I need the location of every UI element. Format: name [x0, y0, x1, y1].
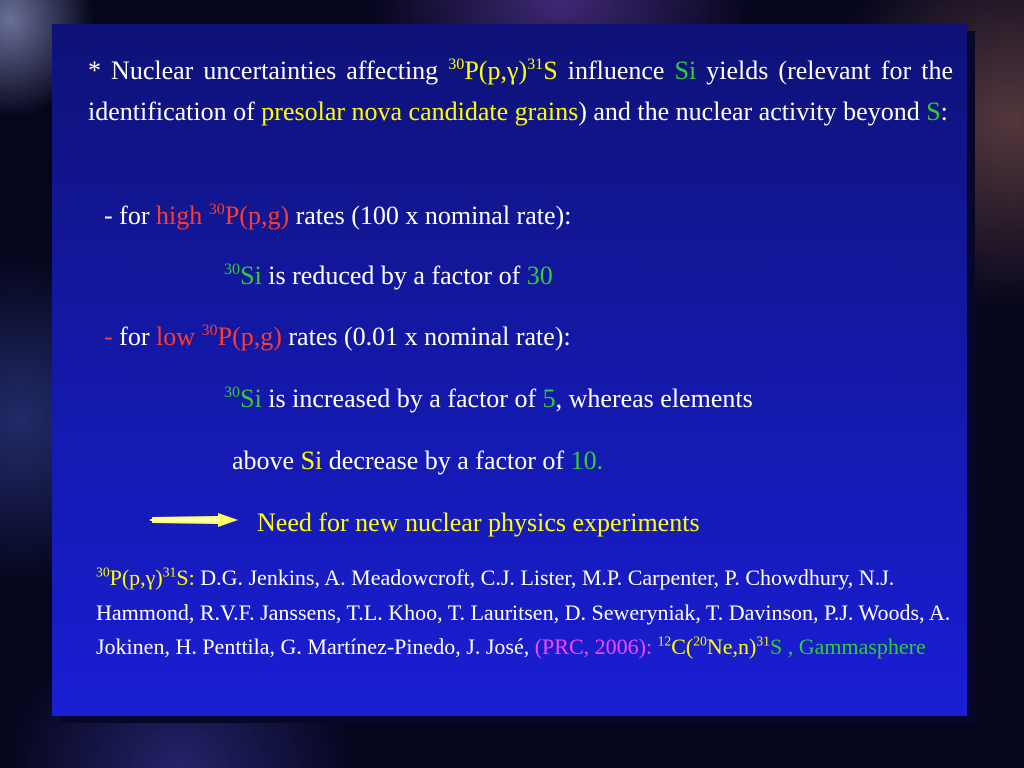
- low-rate-line: - for low $^{30}$P(p,g) rates (0.01 x nominal rate):: [104, 322, 571, 351]
- high-rate-result: $^{30}$Si is reduced by a factor of 30: [224, 261, 553, 290]
- high-rate-line: - for high $^{30}$P(p,g) rates (100 x nominal rate):: [104, 201, 572, 230]
- intro-paragraph: * Nuclear uncertainties affecting $^{30}P(p,\gamma)^{31}S$ influence Si yields (relevant for the identification of presolar nova candidate grains) and the nuclear activity beyond S:: [88, 56, 953, 126]
- right-arrow-icon: [148, 510, 240, 530]
- conclusion-text: Need for new nuclear physics experiments: [257, 508, 700, 537]
- reference-block: $^{30}P(p,\gamma)^{31}S$: D.G. Jenkins, A. Meadowcroft, C.J. Lister, M.P. Carpenter, P. Chowdhury, N.J. Hammond, R.V.F. Janssens, T.L. Khoo, T. Lauritsen, D. Seweryniak, T. Davinson, P.J. Woods, A. Jokinen, H. Penttila, G. Martínez-Pinedo, J. José, (PRC, 2006): $^{12}C(^{20}Ne,n)^{31}S$ , Gammasphere: [96, 564, 951, 659]
- low-rate-result: $^{30}$Si is increased by a factor of 5, whereas elements: [224, 384, 753, 413]
- low-rate-result-continued: above Si decrease by a factor of 10.: [232, 446, 604, 475]
